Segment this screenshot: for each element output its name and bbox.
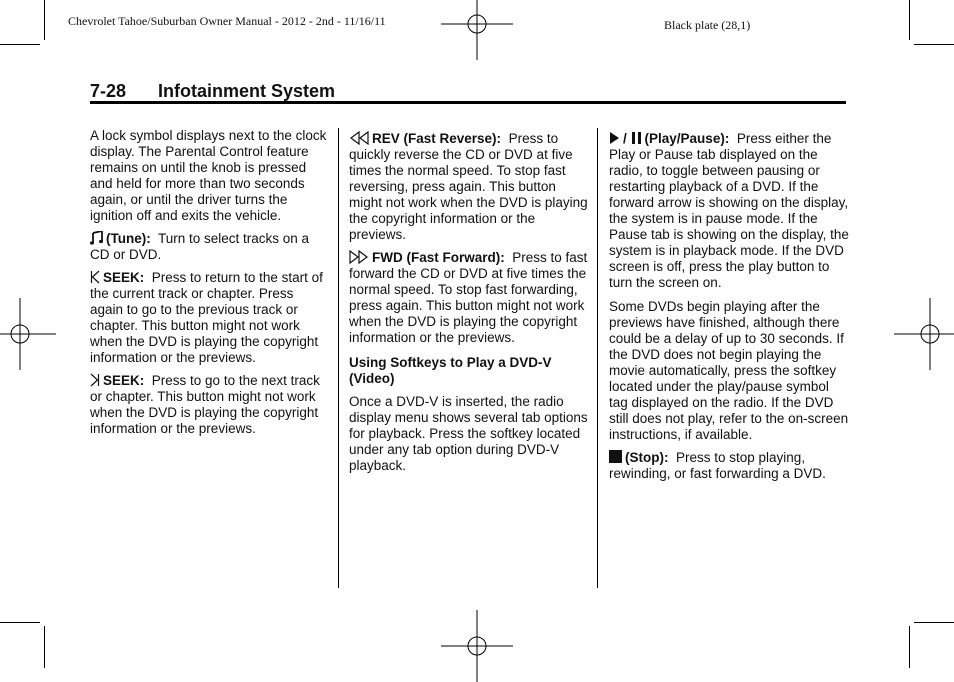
seek-back-text: Press to return to the start of the current track or chapter. Press again to go to the previous track or chapter. This button might not work when the DVD is playing the copyright information or the previews. [90, 270, 323, 365]
column-1 [90, 128, 330, 444]
fwd-paragraph [349, 250, 589, 346]
fwd-text: Press to fast forward the CD or DVD at five times the normal speed. To stop fast forwarding, press again. This button might not work when the DVD is playing the copyright information or the previews. [349, 250, 588, 345]
softkeys-subheading: Using Softkeys to Play a DVD-V (Video) [349, 355, 552, 386]
column-2 [349, 131, 589, 481]
seek-forward-paragraph [90, 373, 330, 437]
play-text: Press either the Play or Pause tab displayed on the radio, to toggle between pausing or restarting playback of a DVD. If the forward arrow is showing on the display, the system is in pause mode. If the Pause tab is showing on the display, the system is in playback mode. If the DVD screen is off, press the play button to turn the screen on. [609, 131, 849, 290]
section-title: Infotainment System [158, 81, 336, 101]
seek-back-label: SEEK: [103, 270, 145, 285]
stop-label: (Stop): [625, 450, 669, 465]
rev-paragraph [349, 131, 589, 243]
column-3 [609, 131, 849, 489]
play-pause-paragraph [609, 131, 849, 291]
play-separator: / [623, 131, 627, 146]
fast-reverse-icon [349, 131, 369, 145]
tune-paragraph [90, 231, 330, 263]
rev-text: Press to quickly reverse the CD or DVD at five times the normal speed. To stop fast reversing, press again. This button might not work when the DVD is playing the copyright information or the previews. [349, 131, 588, 242]
seek-forward-text: Press to go to the next track or chapter. This button might not work when the DVD is playing the copyright information or the previews. [90, 373, 320, 436]
tune-text: Turn to select tracks on a CD or DVD. [90, 231, 310, 262]
registration-mark-left [0, 298, 56, 370]
seek-forward-label: SEEK: [103, 373, 145, 388]
column-divider-1 [338, 128, 339, 588]
seek-back-icon [90, 270, 100, 284]
column-divider-2 [597, 128, 598, 588]
parental-control-paragraph: A lock symbol displays next to the clock display. The Parental Control feature remains on until the knob is pressed and held for more than two seconds again, or until the driver turns the ignition off and exits the vehicle. [90, 128, 327, 223]
tune-label: (Tune): [106, 231, 151, 246]
page-number: 7-28 [90, 81, 127, 101]
play-label: (Play/Pause): [644, 131, 730, 146]
section-rule [90, 101, 846, 104]
plate-info: Black plate (28,1) [664, 18, 751, 32]
stop-icon [609, 450, 622, 463]
pause-icon [631, 131, 642, 145]
softkeys-paragraph: Once a DVD-V is inserted, the radio display menu shows several tab options for playback. Press the softkey located under any tab option during DVD-V playback. [349, 394, 588, 473]
stop-paragraph [609, 450, 849, 482]
manual-info: Chevrolet Tahoe/Suburban Owner Manual - 2012 - 2nd - 11/16/11 [68, 14, 386, 28]
registration-mark-top [441, 0, 513, 60]
registration-mark-right [894, 298, 954, 370]
rev-label: REV (Fast Reverse): [372, 131, 502, 146]
registration-mark-bottom [441, 610, 513, 682]
seek-back-paragraph [90, 270, 330, 366]
stop-text: Press to stop playing, rewinding, or fast forwarding a DVD. [609, 450, 826, 481]
music-note-icon [90, 231, 103, 245]
fast-forward-icon [349, 250, 369, 264]
dvd-delay-paragraph: Some DVDs begin playing after the previews have finished, although there could be a delay of up to 30 seconds. If the DVD does not begin playing the movie automatically, press the softkey located under the play/pause symbol tag displayed on the radio. If the DVD still does not play, refer to the on-screen instructions, if available. [609, 299, 849, 442]
fwd-label: FWD (Fast Forward): [372, 250, 505, 265]
play-icon [609, 131, 620, 145]
seek-forward-icon [90, 373, 100, 387]
